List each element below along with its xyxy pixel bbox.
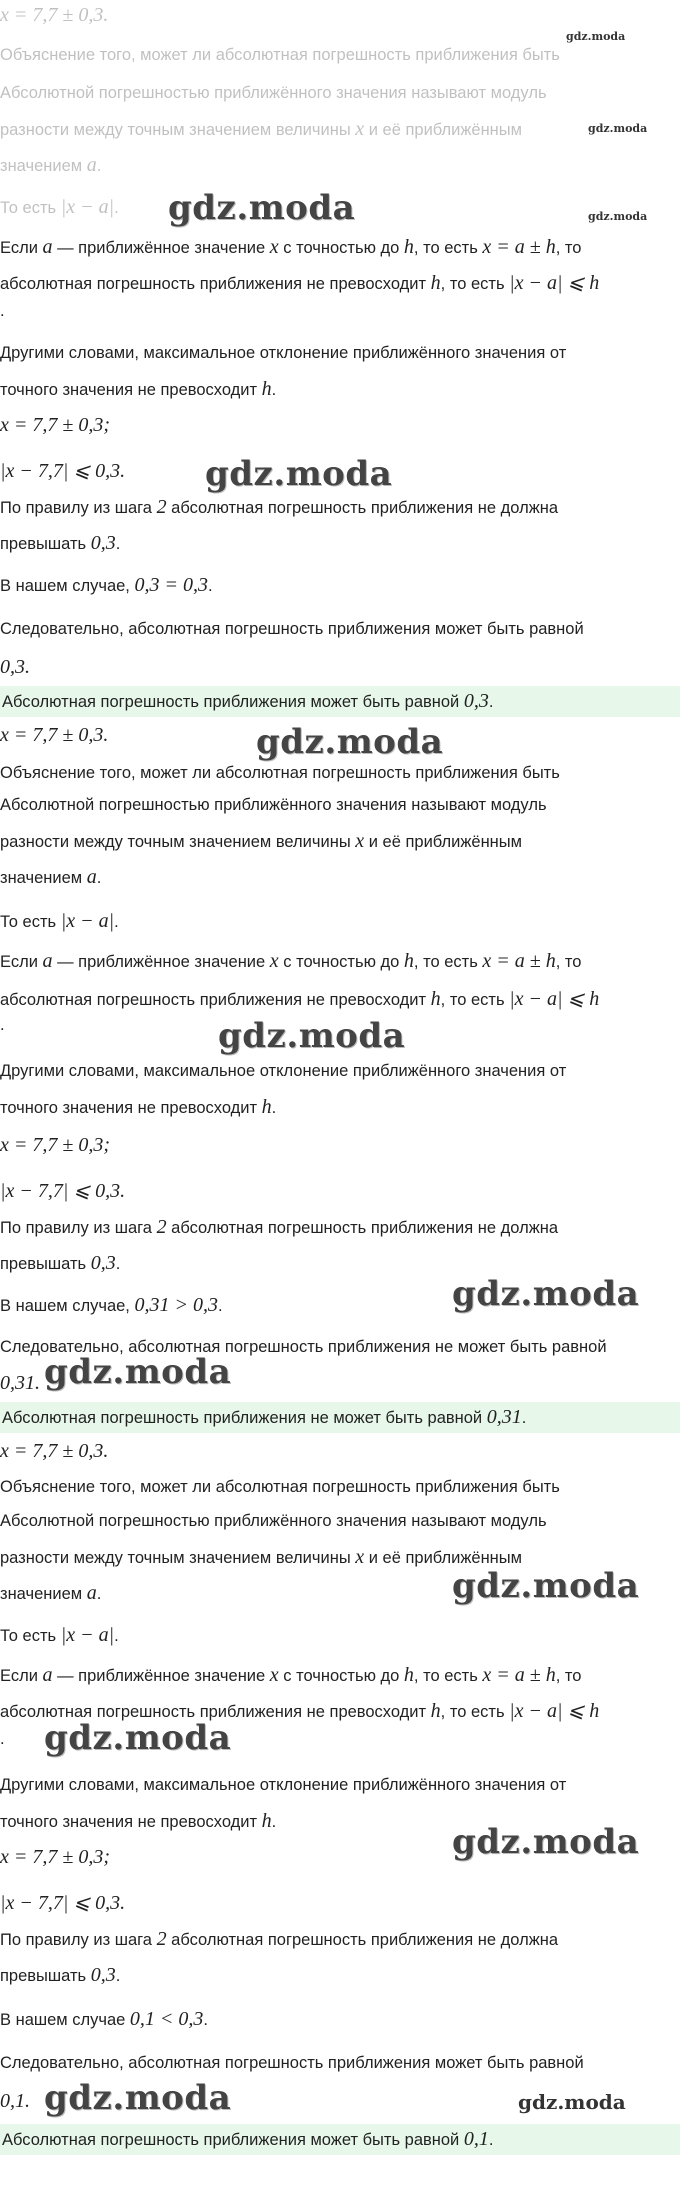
definition-line-2: разности между точным значением величины x и её приближённым bbox=[0, 830, 523, 852]
definition-line-2: разности между точным значением величины x и её приближённым bbox=[0, 118, 523, 140]
that-is-line: То есть |x − a|. bbox=[0, 196, 119, 218]
watermark: gdz.moda bbox=[44, 2078, 232, 2118]
watermark: gdz.moda bbox=[218, 1016, 406, 1056]
rule-line-1: По правилу из шага 2 абсолютная погрешность приближения не должна bbox=[0, 1216, 559, 1238]
conclusion-line-1: Следовательно, абсолютная погрешность приближения может быть равной bbox=[0, 2054, 584, 2072]
case-line: В нашем случае 0,1 < 0,3. bbox=[0, 2008, 208, 2030]
if-line-2: абсолютная погрешность приближения не превосходит h, то есть |x − a| ⩽ h bbox=[0, 272, 600, 294]
question-text: Объяснение того, может ли абсолютная погрешность приближения быть bbox=[0, 764, 560, 782]
other-words-line-2: точного значения не превосходит h. bbox=[0, 378, 277, 400]
if-line-2: абсолютная погрешность приближения не превосходит h, то есть |x − a| ⩽ h bbox=[0, 1700, 600, 1722]
x-equation-2: x = 7,7 ± 0,3; bbox=[0, 1846, 111, 1868]
conclusion-line-2: 0,1. bbox=[0, 2090, 30, 2112]
watermark: gdz.moda bbox=[168, 188, 356, 228]
abs-inequality: |x − 7,7| ⩽ 0,3. bbox=[0, 1892, 126, 1914]
other-words-line-2: точного значения не превосходит h. bbox=[0, 1096, 277, 1118]
x-equation: x = 7,7 ± 0,3. bbox=[0, 724, 109, 746]
definition-line-3: значением a. bbox=[0, 154, 102, 176]
x-equation-2: x = 7,7 ± 0,3; bbox=[0, 414, 111, 436]
if-line-1: Если a — приближённое значение x с точностью до h, то есть x = a ± h, то bbox=[0, 1664, 582, 1686]
question-text: Объяснение того, может ли абсолютная погрешность приближения быть bbox=[0, 46, 560, 64]
definition-line-1: Абсолютной погрешностью приближённого значения называют модуль bbox=[0, 796, 547, 814]
watermark: gdz.moda bbox=[452, 1566, 640, 1606]
conclusion-line-2: 0,31. bbox=[0, 1372, 40, 1394]
definition-line-2: разности между точным значением величины x и её приближённым bbox=[0, 1546, 523, 1568]
if-line-1: Если a — приближённое значение x с точностью до h, то есть x = a ± h, то bbox=[0, 236, 582, 258]
abs-inequality: |x − 7,7| ⩽ 0,3. bbox=[0, 1180, 126, 1202]
answer-box: Абсолютная погрешность приближения не может быть равной 0,31. bbox=[0, 1402, 680, 1433]
answer-box: Абсолютная погрешность приближения может быть равной 0,1. bbox=[0, 2124, 680, 2155]
other-words-line-1: Другими словами, максимальное отклонение приближённого значения от bbox=[0, 1062, 567, 1080]
x-equation-2: x = 7,7 ± 0,3; bbox=[0, 1134, 111, 1156]
that-is-line: То есть |x − a|. bbox=[0, 910, 119, 932]
dot-line: . bbox=[0, 1730, 5, 1748]
other-words-line-1: Другими словами, максимальное отклонение приближённого значения от bbox=[0, 344, 567, 362]
x-equation: x = 7,7 ± 0,3. bbox=[0, 4, 109, 26]
watermark: gdz.moda bbox=[452, 1274, 640, 1314]
rule-line-2: превышать 0,3. bbox=[0, 532, 121, 554]
rule-line-1: По правилу из шага 2 абсолютная погрешность приближения не должна bbox=[0, 1928, 559, 1950]
watermark: gdz.moda bbox=[44, 1352, 232, 1392]
watermark: gdz.moda bbox=[44, 1718, 232, 1758]
watermark: gdz.moda bbox=[588, 122, 648, 135]
watermark: gdz.moda bbox=[588, 210, 648, 223]
conclusion-line-1: Следовательно, абсолютная погрешность приближения не может быть равной bbox=[0, 1338, 607, 1356]
definition-line-1: Абсолютной погрешностью приближённого значения называют модуль bbox=[0, 1512, 547, 1530]
watermark: gdz.moda bbox=[566, 30, 626, 43]
conclusion-line-1: Следовательно, абсолютная погрешность приближения может быть равной bbox=[0, 620, 584, 638]
other-words-line-2: точного значения не превосходит h. bbox=[0, 1810, 277, 1832]
dot-line: . bbox=[0, 1016, 5, 1034]
if-line-1: Если a — приближённое значение x с точностью до h, то есть x = a ± h, то bbox=[0, 950, 582, 972]
rule-line-2: превышать 0,3. bbox=[0, 1252, 121, 1274]
case-line: В нашем случае, 0,3 = 0,3. bbox=[0, 574, 213, 596]
watermark: gdz.moda bbox=[518, 2090, 626, 2114]
watermark: gdz.moda bbox=[452, 1822, 640, 1862]
rule-line-2: превышать 0,3. bbox=[0, 1964, 121, 1986]
watermark: gdz.moda bbox=[256, 722, 444, 762]
definition-line-1: Абсолютной погрешностью приближённого значения называют модуль bbox=[0, 84, 547, 102]
other-words-line-1: Другими словами, максимальное отклонение приближённого значения от bbox=[0, 1776, 567, 1794]
definition-line-3: значением a. bbox=[0, 1582, 102, 1604]
rule-line-1: По правилу из шага 2 абсолютная погрешность приближения не должна bbox=[0, 496, 559, 518]
abs-inequality: |x − 7,7| ⩽ 0,3. bbox=[0, 460, 126, 482]
that-is-line: То есть |x − a|. bbox=[0, 1624, 119, 1646]
case-line: В нашем случае, 0,31 > 0,3. bbox=[0, 1294, 223, 1316]
x-equation: x = 7,7 ± 0,3. bbox=[0, 1440, 109, 1462]
answer-box: Абсолютная погрешность приближения может быть равной 0,3. bbox=[0, 686, 680, 717]
dot-line: . bbox=[0, 302, 5, 320]
conclusion-line-2: 0,3. bbox=[0, 656, 30, 678]
question-text: Объяснение того, может ли абсолютная погрешность приближения быть bbox=[0, 1478, 560, 1496]
if-line-2: абсолютная погрешность приближения не превосходит h, то есть |x − a| ⩽ h bbox=[0, 988, 600, 1010]
definition-line-3: значением a. bbox=[0, 866, 102, 888]
watermark: gdz.moda bbox=[205, 454, 393, 494]
